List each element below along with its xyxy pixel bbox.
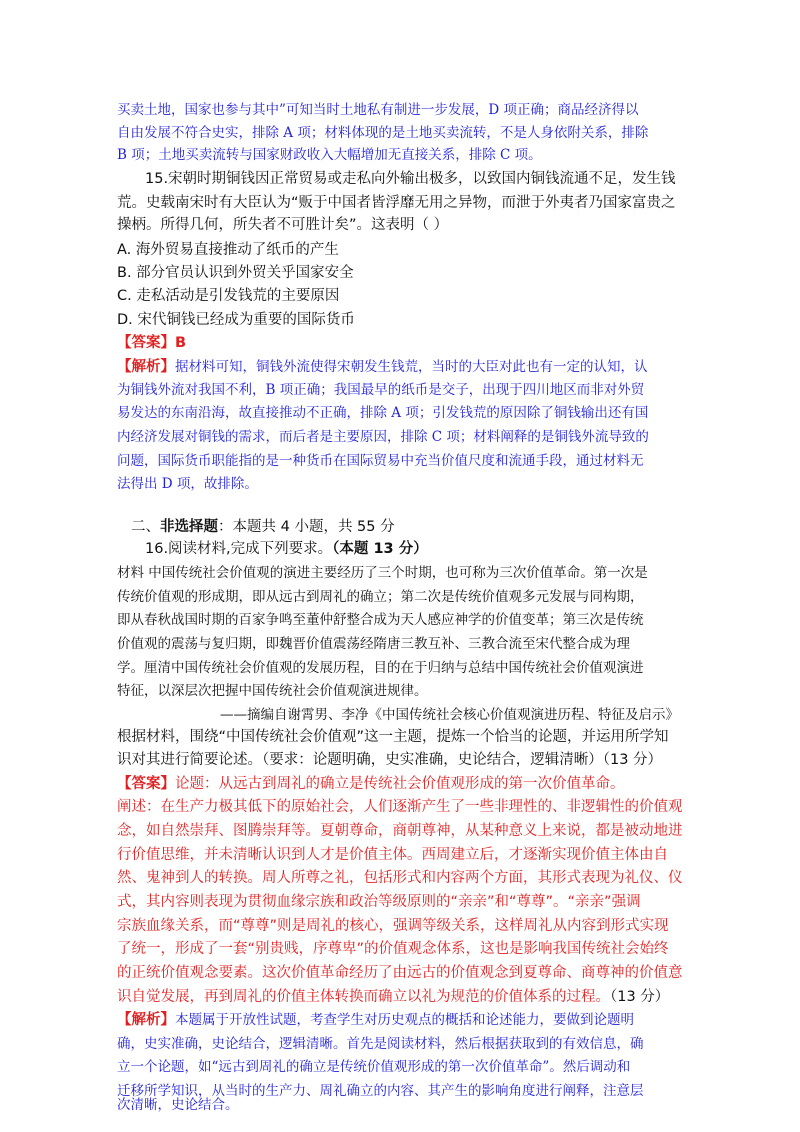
q15-option-a: A. 海外贸易直接推动了纸币的产生 <box>117 241 339 258</box>
q15-stem-line: 操柄。所得几何，所失者不可胜计矣”。这表明（ ） <box>117 217 449 234</box>
q15-option-d: D. 宋代铜钱已经成为重要的国际货币 <box>117 311 355 328</box>
q15-analysis-line: 为铜钱外流对我国不利，B 项正确；我国最早的纸币是交子，出现于四川地区而非对外贸 <box>117 381 645 398</box>
analysis-tag: 【解析】 <box>117 359 175 376</box>
q16-analysis-line: 迁移所学知识，从当时的生产力、周礼确立的内容、其产生的影响角度进行阐释，注意层 <box>117 1083 644 1100</box>
q15-stem-line: 15.宋朝时期铜钱因正常贸易或走私向外输出极多，以致国内铜钱流通不足，发生钱 <box>145 170 676 187</box>
q16-analysis-line <box>117 1010 634 1030</box>
q15-answer <box>117 333 186 353</box>
q16-analysis-line: 次清晰，史论结合。 <box>117 1096 239 1113</box>
q16-analysis-line: 立一个论题，如“远古到周礼的确立是传统价值观形成的第一次价值革命”。然后调动和 <box>117 1059 631 1076</box>
q16-material-line: 学。厘清中国传统社会价值观的发展历程，目的在于归纳与总结中国传统社会价值观演进 <box>117 659 644 676</box>
q16-analysis-line: 确，史实准确，史论结合，逻辑清晰。首先是阅读材料，然后根据获取到的有效信息，确 <box>117 1035 644 1052</box>
answer-value: B <box>175 335 187 352</box>
section-prefix: 二、 <box>131 518 160 535</box>
prev-analysis-line: 自由发展不符合史实，排除 A 项；材料体现的是土地买卖流转，不是人身依附关系，排除 <box>117 124 649 141</box>
q15-analysis-line: 问题，国际货币职能指的是一种货币在国际贸易中充当价值尺度和流通手段，通过材料无 <box>117 452 644 469</box>
answer-tag: 【答案】 <box>117 335 175 352</box>
q15-analysis-line <box>117 357 648 377</box>
q15-analysis-line: 内经济发展对铜钱的需求，而后者是主要原因，排除 C 项；材料阐释的是铜钱外流导致的 <box>117 429 649 446</box>
analysis-text: 据材料可知，铜钱外流使得宋朝发生钱荒，当时的大臣对此也有一定的认知，认 <box>175 359 648 376</box>
q16-answer-line: 念，如自然崇拜、图腾崇拜等。夏朝尊命，商朝尊神，从某种意义上来说，都是被动地进 <box>117 823 683 840</box>
q16-answer-line: 式，其内容则表现为贯彻血缘宗族和政治等级原则的“亲亲”和“尊尊”。“亲亲”强调 <box>117 893 641 910</box>
analysis-text: 本题属于开放性试题，考查学生对历史观点的概括和论述能力，要做到论题明 <box>175 1012 634 1029</box>
q16-requirement-line: 识对其进行简要论述。（要求：论题明确，史实准确，史论结合，逻辑清晰）（13 分） <box>117 752 663 769</box>
section-title: 非选择题 <box>160 518 218 535</box>
q16-answer-line-last <box>117 987 669 1007</box>
answer-score: （13 分） <box>610 988 670 1005</box>
q16-head-text: 16.阅读材料,完成下列要求。 <box>145 541 333 558</box>
section-rest: ：本题共 4 小题，共 55 分 <box>218 518 395 535</box>
q16-material-line: 价值观的震荡与复归期，即魏晋价值震荡经隋唐三教互补、三教合流至宋代整合成为理 <box>117 635 630 652</box>
q16-material-line: 特征，以深层次把握中国传统社会价值观演进规律。 <box>117 683 428 700</box>
q15-option-c: C. 走私活动是引发钱荒的主要原因 <box>117 288 340 305</box>
prev-analysis-line: 买卖土地，国家也参与其中”可知当时土地私有制进一步发展，D 项正确；商品经济得以 <box>117 102 639 118</box>
q16-answer-first <box>117 774 625 794</box>
q16-answer-line: 宗族血缘关系，而“尊尊”则是周礼的核心，强调等级关系，这样周礼从内容到形式实现 <box>117 917 669 934</box>
q16-answer-line: 阐述：在生产力极其低下的原始社会，人们逐渐产生了一些非理性的、非逻辑性的价值观 <box>117 799 683 816</box>
q16-head <box>145 539 428 559</box>
answer-thesis: 论题：从远古到周礼的确立是传统社会价值观形成的第一次价值革命。 <box>175 775 625 792</box>
q15-option-b: B. 部分官员认识到外贸关乎国家安全 <box>117 264 354 281</box>
analysis-tag: 【解析】 <box>117 1012 175 1029</box>
q16-answer-line: 了统一，形成了一套“别贵贱，序尊卑”的价值观念体系，这也是影响我国传统社会始终 <box>117 941 669 958</box>
q16-score: （本题 13 分） <box>332 541 428 558</box>
q16-material-line: 材料 中国传统社会价值观的演进主要经历了三个时期，也可称为三次价值革命。第一次是 <box>117 564 648 581</box>
section-heading <box>131 517 395 537</box>
answer-text: 识自觉发展，再到周礼的价值主体转换而确立以礼为规范的价值体系的过程。 <box>117 988 610 1005</box>
q15-stem-line: 荒。史载南宋时有大臣认为“贩于中国者皆浮靡无用之异物，而泄于外夷者乃国家富贵之 <box>117 194 676 211</box>
q15-analysis-line: 易发达的东南沿海，故直接推动不正确，排除 A 项；引发钱荒的原因除了铜钱输出还有国 <box>117 405 649 422</box>
q16-material-line: 传统价值观的形成期，即从远古到周礼的确立；第二次是传统价值观多元发展与同构期， <box>117 588 644 605</box>
q16-requirement-line: 根据材料，围绕“中国传统社会价值观”这一主题，提炼一个恰当的论题，并运用所学知 <box>117 729 669 746</box>
q16-material-line: 即从春秋战国时期的百家争鸣至董仲舒整合成为天人感应神学的价值变革；第三次是传统 <box>117 612 644 629</box>
q15-analysis-line: 法得出 D 项，故排除。 <box>117 476 258 493</box>
q16-source: ——摘编自谢霄男、李净《中国传统社会核心价值观演进历程、特征及启示》 <box>220 706 679 723</box>
q16-answer-line: 行价值思维，并未清晰认识到人才是价值主体。西周建立后，才逐渐实现价值主体由自 <box>117 846 668 863</box>
q16-answer-line: 的正统价值观念要素。这次价值革命经历了由远古的价值观念到夏尊命、商尊神的价值意 <box>117 964 683 981</box>
q16-answer-line: 然、鬼神到人的转换。周人所尊之礼，包括形式和内容两个方面，其形式表现为礼仪、仪 <box>117 870 683 887</box>
answer-tag: 【答案】 <box>117 775 175 792</box>
prev-analysis-line: B 项；土地买卖流转与国家财政收入大幅增加无直接关系，排除 C 项。 <box>117 147 542 164</box>
